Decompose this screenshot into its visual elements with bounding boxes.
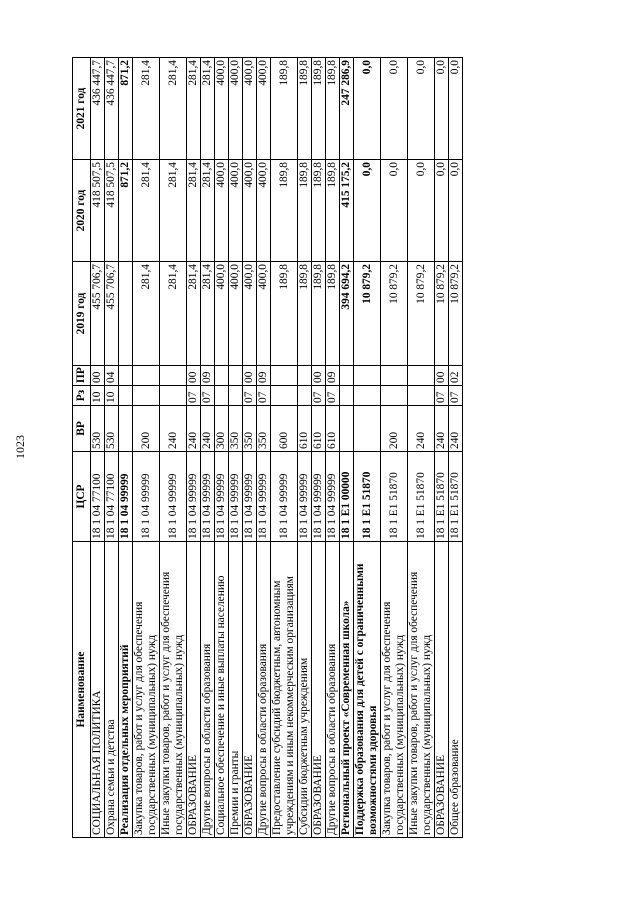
cell-rz: 07 bbox=[449, 386, 463, 406]
cell-2019 bbox=[119, 262, 133, 366]
cell-csr: 18 1 04 99999 bbox=[160, 452, 187, 542]
cell-name: Реализация отдельных мероприятий bbox=[119, 542, 133, 838]
table-row bbox=[187, 58, 201, 838]
cell-vr: 600 bbox=[271, 406, 298, 452]
cell-2021: 189,8 bbox=[298, 58, 312, 160]
cell-pr bbox=[229, 366, 243, 386]
cell-2020: 418 507,5 bbox=[91, 160, 105, 262]
cell-2021: 281,4 bbox=[133, 58, 160, 160]
cell-2021: 281,4 bbox=[187, 58, 201, 160]
cell-rz: 07 bbox=[243, 386, 257, 406]
cell-2020: 418 507,5 bbox=[105, 160, 119, 262]
cell-rz bbox=[229, 386, 243, 406]
cell-csr: 18 1 04 99999 bbox=[243, 452, 257, 542]
table-row bbox=[160, 58, 187, 838]
cell-pr bbox=[215, 366, 229, 386]
cell-2020: 415 175,2 bbox=[340, 160, 354, 262]
cell-rz bbox=[298, 386, 312, 406]
cell-csr: 18 1 04 99999 bbox=[229, 452, 243, 542]
cell-2019: 189,8 bbox=[312, 262, 326, 366]
table-header-row bbox=[73, 58, 91, 838]
table-row bbox=[229, 58, 243, 838]
cell-csr: 18 1 04 99999 bbox=[312, 452, 326, 542]
table-row bbox=[271, 58, 298, 838]
table-row bbox=[91, 58, 105, 838]
cell-vr: 530 bbox=[105, 406, 119, 452]
table-row bbox=[298, 58, 312, 838]
cell-2020: 281,4 bbox=[160, 160, 187, 262]
cell-2021: 0,0 bbox=[435, 58, 449, 160]
cell-csr: 18 1 04 99999 bbox=[119, 452, 133, 542]
cell-2020: 189,8 bbox=[312, 160, 326, 262]
cell-2021: 0,0 bbox=[354, 58, 381, 160]
cell-vr: 240 bbox=[201, 406, 215, 452]
table-row bbox=[340, 58, 354, 838]
cell-2021: 189,8 bbox=[312, 58, 326, 160]
header-2021: 2021 год bbox=[73, 58, 91, 160]
cell-name: Другие вопросы в области образования bbox=[201, 542, 215, 838]
header-vr: ВР bbox=[73, 406, 91, 452]
header-2020: 2020 год bbox=[73, 160, 91, 262]
cell-rz: 07 bbox=[326, 386, 340, 406]
cell-2019: 189,8 bbox=[326, 262, 340, 366]
cell-2019: 10 879,2 bbox=[354, 262, 381, 366]
cell-csr: 18 1 04 99999 bbox=[298, 452, 312, 542]
cell-2019: 455 706,7 bbox=[105, 262, 119, 366]
cell-2020: 189,8 bbox=[298, 160, 312, 262]
cell-2021: 436 447,7 bbox=[91, 58, 105, 160]
header-name: Наименование bbox=[73, 542, 91, 838]
table-row bbox=[435, 58, 449, 838]
cell-rz bbox=[354, 386, 381, 406]
cell-pr: 04 bbox=[105, 366, 119, 386]
table-row bbox=[243, 58, 257, 838]
cell-2019: 189,8 bbox=[298, 262, 312, 366]
cell-csr: 18 1 E1 51870 bbox=[449, 452, 463, 542]
header-rz: Рз bbox=[73, 386, 91, 406]
cell-vr: 240 bbox=[187, 406, 201, 452]
cell-pr: 00 bbox=[91, 366, 105, 386]
cell-name: Охрана семьи и детства bbox=[105, 542, 119, 838]
cell-vr: 610 bbox=[298, 406, 312, 452]
table-row bbox=[257, 58, 271, 838]
cell-2021: 0,0 bbox=[449, 58, 463, 160]
cell-vr: 200 bbox=[133, 406, 160, 452]
cell-2021: 0,0 bbox=[408, 58, 435, 160]
table-row bbox=[133, 58, 160, 838]
cell-2020: 0,0 bbox=[449, 160, 463, 262]
table-row bbox=[354, 58, 381, 838]
cell-2019: 400,0 bbox=[215, 262, 229, 366]
cell-csr: 18 1 E1 51870 bbox=[381, 452, 408, 542]
cell-2019: 400,0 bbox=[257, 262, 271, 366]
cell-2020: 281,4 bbox=[187, 160, 201, 262]
cell-csr: 18 1 E1 00000 bbox=[340, 452, 354, 542]
cell-2021: 400,0 bbox=[243, 58, 257, 160]
cell-2021: 400,0 bbox=[215, 58, 229, 160]
cell-csr: 18 1 04 99999 bbox=[326, 452, 340, 542]
cell-vr: 240 bbox=[449, 406, 463, 452]
cell-rz bbox=[381, 386, 408, 406]
cell-pr: 09 bbox=[326, 366, 340, 386]
table-row bbox=[326, 58, 340, 838]
cell-csr: 18 1 04 99999 bbox=[133, 452, 160, 542]
cell-vr: 240 bbox=[435, 406, 449, 452]
cell-vr: 350 bbox=[243, 406, 257, 452]
cell-pr bbox=[160, 366, 187, 386]
cell-pr bbox=[381, 366, 408, 386]
cell-pr: 00 bbox=[312, 366, 326, 386]
cell-2020: 400,0 bbox=[243, 160, 257, 262]
cell-pr: 00 bbox=[435, 366, 449, 386]
rotated-table-container bbox=[72, 58, 562, 838]
cell-rz bbox=[271, 386, 298, 406]
cell-rz bbox=[215, 386, 229, 406]
page-number: 1023 bbox=[13, 435, 27, 459]
cell-pr bbox=[298, 366, 312, 386]
cell-pr: 02 bbox=[449, 366, 463, 386]
cell-rz: 10 bbox=[105, 386, 119, 406]
cell-pr bbox=[271, 366, 298, 386]
cell-2019: 281,4 bbox=[133, 262, 160, 366]
table-row bbox=[201, 58, 215, 838]
cell-2020: 0,0 bbox=[435, 160, 449, 262]
cell-rz bbox=[119, 386, 133, 406]
cell-2021: 871,2 bbox=[119, 58, 133, 160]
cell-2021: 247 286,9 bbox=[340, 58, 354, 160]
cell-2020: 281,4 bbox=[201, 160, 215, 262]
cell-pr: 09 bbox=[201, 366, 215, 386]
cell-2021: 0,0 bbox=[381, 58, 408, 160]
cell-2019: 455 706,7 bbox=[91, 262, 105, 366]
cell-pr: 00 bbox=[243, 366, 257, 386]
cell-vr: 240 bbox=[408, 406, 435, 452]
cell-name: Закупка товаров, работ и услуг для обеспечения государственных (муниципальных) нужд bbox=[381, 542, 408, 838]
cell-2019: 281,4 bbox=[201, 262, 215, 366]
cell-csr: 18 1 E1 51870 bbox=[408, 452, 435, 542]
header-2019: 2019 год bbox=[73, 262, 91, 366]
cell-2019: 10 879,2 bbox=[381, 262, 408, 366]
cell-csr: 18 1 E1 51870 bbox=[354, 452, 381, 542]
cell-pr: 09 bbox=[257, 366, 271, 386]
cell-rz: 07 bbox=[312, 386, 326, 406]
cell-2021: 189,8 bbox=[326, 58, 340, 160]
cell-vr: 240 bbox=[160, 406, 187, 452]
cell-rz: 07 bbox=[187, 386, 201, 406]
cell-name: Другие вопросы в области образования bbox=[326, 542, 340, 838]
table-row bbox=[119, 58, 133, 838]
cell-pr bbox=[408, 366, 435, 386]
cell-name: Поддержка образования для детей с ограниченными возможностями здоровья bbox=[354, 542, 381, 838]
cell-2019: 394 694,2 bbox=[340, 262, 354, 366]
cell-2019: 281,4 bbox=[160, 262, 187, 366]
cell-2020: 189,8 bbox=[271, 160, 298, 262]
cell-csr: 18 1 04 99999 bbox=[215, 452, 229, 542]
cell-2021: 281,4 bbox=[160, 58, 187, 160]
cell-vr: 610 bbox=[326, 406, 340, 452]
header-pr: ПР bbox=[73, 366, 91, 386]
cell-name: Субсидии бюджетным учреждениям bbox=[298, 542, 312, 838]
cell-2020: 0,0 bbox=[408, 160, 435, 262]
cell-name: ОБРАЗОВАНИЕ bbox=[312, 542, 326, 838]
cell-csr: 18 1 04 99999 bbox=[201, 452, 215, 542]
cell-rz: 07 bbox=[201, 386, 215, 406]
cell-2019: 10 879,2 bbox=[449, 262, 463, 366]
cell-2020: 0,0 bbox=[381, 160, 408, 262]
cell-2021: 189,8 bbox=[271, 58, 298, 160]
cell-vr bbox=[119, 406, 133, 452]
cell-name: ОБРАЗОВАНИЕ bbox=[435, 542, 449, 838]
cell-2021: 400,0 bbox=[257, 58, 271, 160]
table-row bbox=[381, 58, 408, 838]
cell-csr: 18 1 04 99999 bbox=[187, 452, 201, 542]
cell-name: СОЦИАЛЬНАЯ ПОЛИТИКА bbox=[91, 542, 105, 838]
cell-name: Иные закупки товаров, работ и услуг для обеспечения государственных (муниципальных) нужд bbox=[160, 542, 187, 838]
cell-name: Общее образование bbox=[449, 542, 463, 838]
cell-csr: 18 1 04 77100 bbox=[91, 452, 105, 542]
cell-rz: 07 bbox=[435, 386, 449, 406]
table-row bbox=[449, 58, 463, 838]
table-row bbox=[408, 58, 435, 838]
cell-rz bbox=[408, 386, 435, 406]
cell-name: Иные закупки товаров, работ и услуг для обеспечения государственных (муниципальных) нужд bbox=[408, 542, 435, 838]
cell-vr: 200 bbox=[381, 406, 408, 452]
cell-2019: 10 879,2 bbox=[435, 262, 449, 366]
cell-2021: 400,0 bbox=[229, 58, 243, 160]
header-csr: ЦСР bbox=[73, 452, 91, 542]
cell-vr: 350 bbox=[257, 406, 271, 452]
cell-csr: 18 1 04 99999 bbox=[257, 452, 271, 542]
cell-2019: 10 879,2 bbox=[408, 262, 435, 366]
cell-2019: 400,0 bbox=[243, 262, 257, 366]
cell-csr: 18 1 E1 51870 bbox=[435, 452, 449, 542]
cell-2021: 281,4 bbox=[201, 58, 215, 160]
cell-rz: 07 bbox=[257, 386, 271, 406]
budget-table bbox=[72, 57, 463, 838]
cell-2020: 189,8 bbox=[326, 160, 340, 262]
cell-2019: 281,4 bbox=[187, 262, 201, 366]
cell-vr bbox=[340, 406, 354, 452]
cell-vr: 530 bbox=[91, 406, 105, 452]
cell-name: Региональный проект «Современная школа» bbox=[340, 542, 354, 838]
cell-name: Предоставление субсидий бюджетным, автономным учреждениям и иным некоммерческим организациям bbox=[271, 542, 298, 838]
cell-rz bbox=[160, 386, 187, 406]
cell-pr bbox=[119, 366, 133, 386]
cell-2020: 400,0 bbox=[257, 160, 271, 262]
table-row bbox=[312, 58, 326, 838]
cell-name: Закупка товаров, работ и услуг для обеспечения государственных (муниципальных) нужд bbox=[133, 542, 160, 838]
cell-name: Другие вопросы в области образования bbox=[257, 542, 271, 838]
cell-2020: 281,4 bbox=[133, 160, 160, 262]
cell-pr: 00 bbox=[187, 366, 201, 386]
cell-vr: 610 bbox=[312, 406, 326, 452]
cell-2020: 0,0 bbox=[354, 160, 381, 262]
table-row bbox=[105, 58, 119, 838]
table-row bbox=[215, 58, 229, 838]
cell-rz bbox=[133, 386, 160, 406]
cell-pr bbox=[354, 366, 381, 386]
cell-vr: 300 bbox=[215, 406, 229, 452]
cell-name: Социальное обеспечение и иные выплаты населению bbox=[215, 542, 229, 838]
table-body bbox=[91, 58, 463, 838]
cell-name: ОБРАЗОВАНИЕ bbox=[187, 542, 201, 838]
cell-name: ОБРАЗОВАНИЕ bbox=[243, 542, 257, 838]
cell-rz bbox=[340, 386, 354, 406]
cell-2021: 436 447,7 bbox=[105, 58, 119, 160]
cell-2020: 871,2 bbox=[119, 160, 133, 262]
cell-2020: 400,0 bbox=[215, 160, 229, 262]
cell-pr bbox=[133, 366, 160, 386]
cell-vr: 350 bbox=[229, 406, 243, 452]
cell-2019: 400,0 bbox=[229, 262, 243, 366]
cell-rz: 10 bbox=[91, 386, 105, 406]
cell-name: Премии и гранты bbox=[229, 542, 243, 838]
cell-pr bbox=[340, 366, 354, 386]
cell-vr bbox=[354, 406, 381, 452]
cell-csr: 18 1 04 77100 bbox=[105, 452, 119, 542]
cell-csr: 18 1 04 99999 bbox=[271, 452, 298, 542]
cell-2020: 400,0 bbox=[229, 160, 243, 262]
cell-2019: 189,8 bbox=[271, 262, 298, 366]
